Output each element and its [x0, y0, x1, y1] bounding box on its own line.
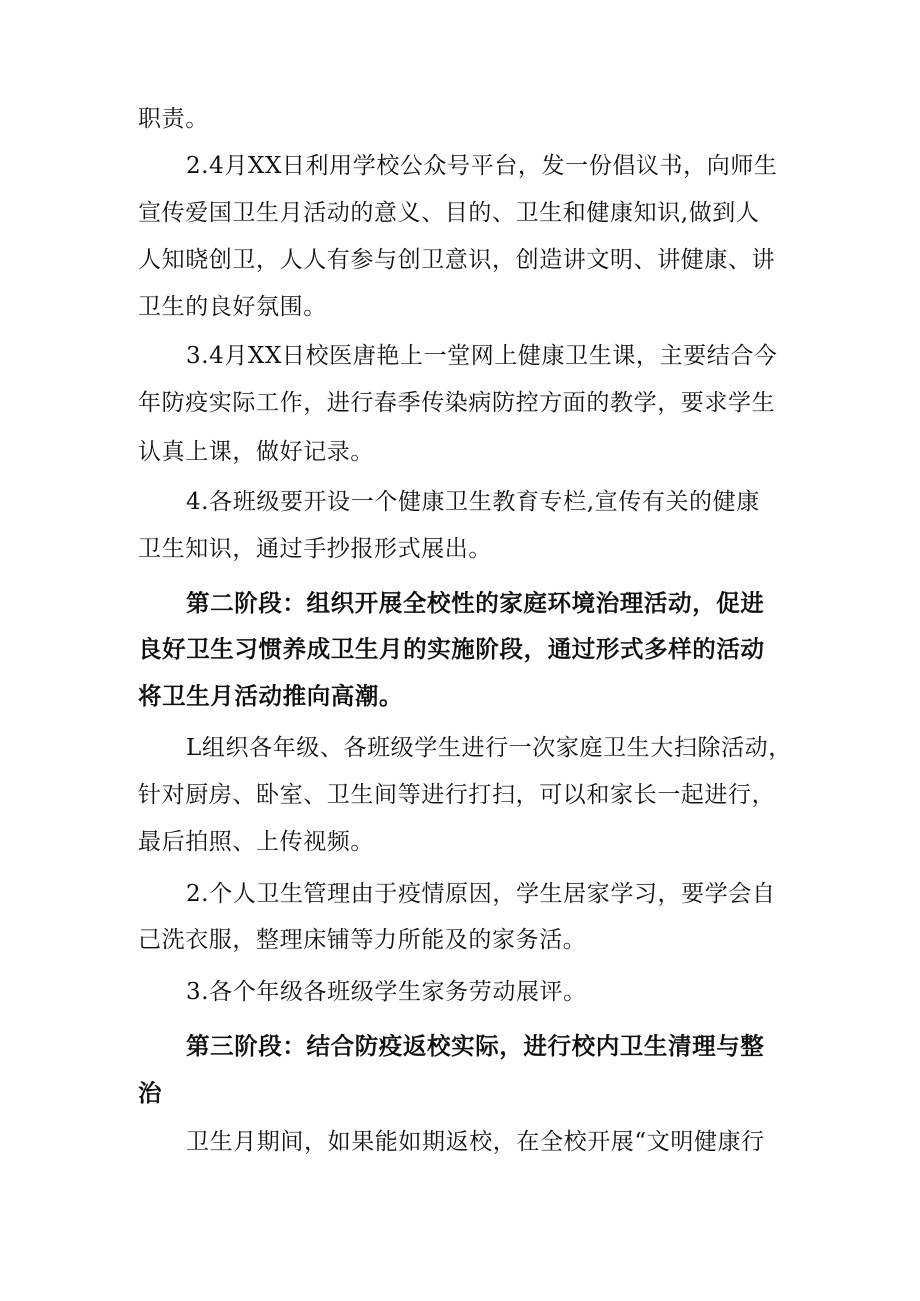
section-heading-line: 良好卫生习惯养成卫生月的实施阶段，通过形式多样的活动 [138, 635, 765, 663]
section-heading-line: 第二阶段：组织开展全校性的家庭环境治理活动，促进 [186, 589, 765, 617]
text-line: 人知晓创卫，人人有参与创卫意识，创造讲文明、讲健康、讲 [138, 247, 776, 273]
text-line: 最后拍照、上传视频。 [138, 829, 374, 855]
text-line: 针对厨房、卧室、卫生间等进行打扫，可以和家长一起进行， [138, 782, 776, 808]
section-heading-line: 第三阶段：结合防疫返校实际，进行校内卫生清理与整 [186, 1032, 765, 1060]
text-line: 2.4月XX日利用学校公众号平台，发一份倡议书，向师生 [186, 153, 778, 179]
text-line: 2.个人卫生管理由于疫情原因，学生居家学习，要学会自 [186, 881, 776, 907]
text-line: 认真上课，做好记录。 [138, 439, 374, 465]
section-heading-line: 将卫生月活动推向高潮。 [138, 682, 404, 710]
text-line: 卫生月期间，如果能如期返校，在全校开展“文明健康行 [186, 1129, 765, 1155]
text-line: 3.各个年级各班级学生家务劳动展评。 [186, 979, 587, 1005]
text-line: 卫生知识，通过手抄报形式展出。 [138, 536, 492, 562]
text-line: 宣传爱国卫生月活动的意义、目的、卫生和健康知识,做到人 [138, 200, 760, 226]
text-line: 3.4月XX日校医唐艳上一堂网上健康卫生课，主要结合今 [186, 343, 778, 369]
text-line: L组织各年级、各班级学生进行一次家庭卫生大扫除活动， [186, 735, 792, 761]
text-line: 职责。 [138, 106, 209, 132]
section-heading-line: 治 [138, 1079, 163, 1107]
text-line: 4.各班级要开设一个健康卫生教育专栏,宣传有关的健康 [186, 489, 760, 515]
text-line: 卫生的良好氛围。 [138, 294, 327, 320]
text-line: 年防疫实际工作，进行春季传染病防控方面的教学，要求学生 [138, 390, 776, 416]
text-line: 己洗衣服，整理床铺等力所能及的家务活。 [138, 927, 587, 953]
